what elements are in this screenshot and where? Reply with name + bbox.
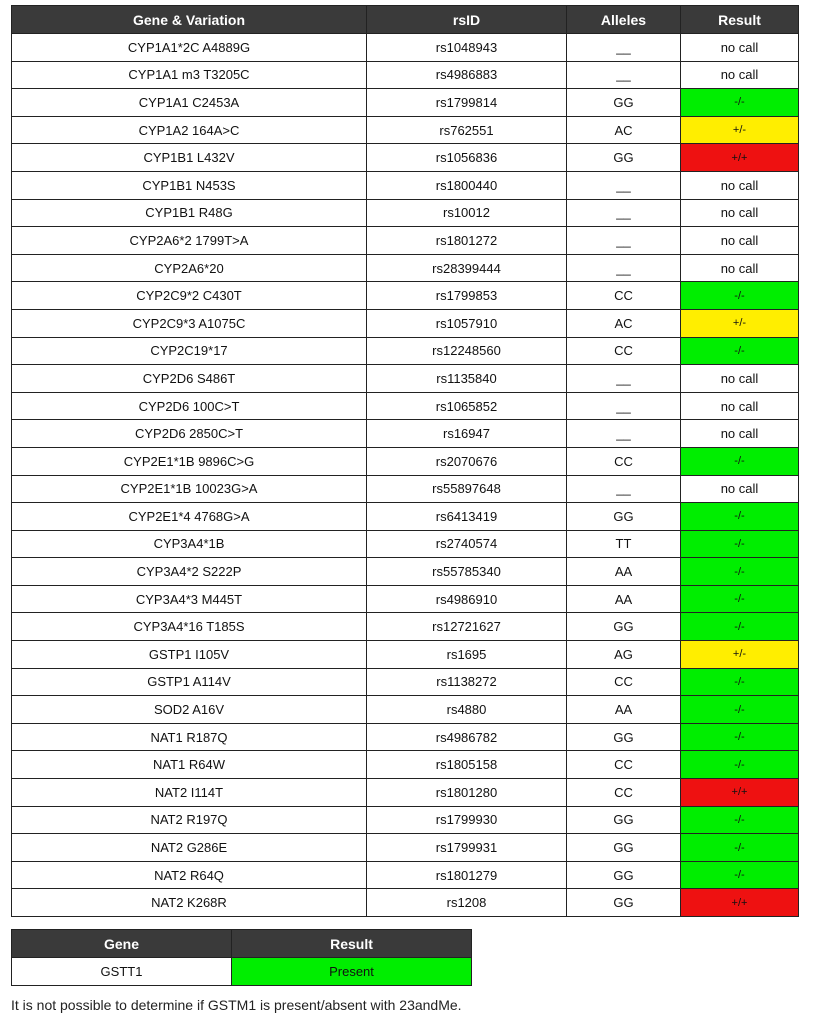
alleles-cell: __: [567, 254, 681, 282]
table-row: [12, 392, 799, 420]
result-cell: no call: [681, 227, 799, 255]
result-cell: +/-: [681, 641, 799, 669]
result-cell: no call: [681, 61, 799, 89]
table-row: [12, 889, 799, 917]
rsid-cell: rs1048943: [367, 34, 567, 62]
alleles-cell: __: [567, 34, 681, 62]
table-row: [12, 254, 799, 282]
table-row: [12, 337, 799, 365]
alleles-cell: GG: [567, 613, 681, 641]
result-cell: -/-: [681, 696, 799, 724]
gene-variation-cell: CYP3A4*1B: [12, 530, 367, 558]
gene-variation-cell: CYP1A1*2C A4889G: [12, 34, 367, 62]
result-cell: no call: [681, 475, 799, 503]
alleles-cell: __: [567, 420, 681, 448]
result-cell: -/-: [681, 503, 799, 531]
alleles-cell: __: [567, 171, 681, 199]
result-cell: -/-: [681, 585, 799, 613]
table-row: [12, 282, 799, 310]
alleles-cell: CC: [567, 447, 681, 475]
alleles-cell: __: [567, 392, 681, 420]
rsid-cell: rs1057910: [367, 309, 567, 337]
alleles-cell: __: [567, 365, 681, 393]
table-row: [12, 61, 799, 89]
rsid-cell: rs1801279: [367, 861, 567, 889]
table-row: [12, 723, 799, 751]
result-cell: -/-: [681, 723, 799, 751]
rsid-cell: rs1801272: [367, 227, 567, 255]
result-cell: +/+: [681, 779, 799, 807]
rsid-cell: rs1208: [367, 889, 567, 917]
result-cell: -/-: [681, 834, 799, 862]
result-cell: -/-: [681, 613, 799, 641]
result-cell: -/-: [681, 558, 799, 586]
result-cell: +/+: [681, 889, 799, 917]
gene-variation-cell: CYP2D6 2850C>T: [12, 420, 367, 448]
rsid-cell: rs1805158: [367, 751, 567, 779]
table-row: [12, 779, 799, 807]
table-row: [12, 144, 799, 172]
table-row: [12, 668, 799, 696]
gene-variation-cell: CYP3A4*3 M445T: [12, 585, 367, 613]
rsid-cell: rs55785340: [367, 558, 567, 586]
alleles-cell: CC: [567, 668, 681, 696]
header-gene-result: Result: [232, 930, 472, 958]
rsid-cell: rs6413419: [367, 503, 567, 531]
gene-variation-cell: CYP2C9*3 A1075C: [12, 309, 367, 337]
table-row: [12, 834, 799, 862]
gene-result-cell: Present: [232, 958, 472, 986]
result-cell: no call: [681, 171, 799, 199]
alleles-cell: GG: [567, 144, 681, 172]
rsid-cell: rs762551: [367, 116, 567, 144]
gene-variation-cell: CYP2E1*4 4768G>A: [12, 503, 367, 531]
header-rsid: rsID: [367, 6, 567, 34]
alleles-cell: CC: [567, 282, 681, 310]
rsid-cell: rs1799930: [367, 806, 567, 834]
table-row: [12, 34, 799, 62]
result-cell: -/-: [681, 806, 799, 834]
rsid-cell: rs1065852: [367, 392, 567, 420]
alleles-cell: AC: [567, 309, 681, 337]
alleles-cell: __: [567, 199, 681, 227]
table-header-row: [12, 6, 799, 34]
result-cell: -/-: [681, 861, 799, 889]
alleles-cell: CC: [567, 337, 681, 365]
alleles-cell: GG: [567, 503, 681, 531]
table-row: [12, 530, 799, 558]
alleles-cell: CC: [567, 779, 681, 807]
genotype-table-body: [12, 34, 799, 917]
header-alleles: Alleles: [567, 6, 681, 34]
alleles-cell: AA: [567, 696, 681, 724]
gene-variation-cell: CYP2D6 S486T: [12, 365, 367, 393]
result-cell: +/+: [681, 144, 799, 172]
rsid-cell: rs4986910: [367, 585, 567, 613]
table-row: [12, 696, 799, 724]
alleles-cell: TT: [567, 530, 681, 558]
gene-variation-cell: CYP2E1*1B 10023G>A: [12, 475, 367, 503]
gene-variation-cell: CYP3A4*16 T185S: [12, 613, 367, 641]
table-row: [12, 309, 799, 337]
gene-presence-table: [11, 929, 472, 986]
rsid-cell: rs12248560: [367, 337, 567, 365]
table-row: [12, 116, 799, 144]
gene-variation-cell: CYP2C9*2 C430T: [12, 282, 367, 310]
gene-variation-cell: NAT1 R187Q: [12, 723, 367, 751]
gene-variation-cell: CYP1B1 L432V: [12, 144, 367, 172]
alleles-cell: GG: [567, 723, 681, 751]
table-row: [12, 475, 799, 503]
result-cell: +/-: [681, 309, 799, 337]
alleles-cell: AA: [567, 558, 681, 586]
gene-variation-cell: NAT2 R197Q: [12, 806, 367, 834]
rsid-cell: rs12721627: [367, 613, 567, 641]
rsid-cell: rs2740574: [367, 530, 567, 558]
rsid-cell: rs1801280: [367, 779, 567, 807]
rsid-cell: rs2070676: [367, 447, 567, 475]
alleles-cell: __: [567, 475, 681, 503]
alleles-cell: GG: [567, 89, 681, 117]
gene-variation-cell: SOD2 A16V: [12, 696, 367, 724]
gene-variation-cell: NAT1 R64W: [12, 751, 367, 779]
gene-variation-cell: GSTP1 I105V: [12, 641, 367, 669]
gene-variation-cell: CYP1B1 R48G: [12, 199, 367, 227]
gene-variation-cell: CYP2A6*2 1799T>A: [12, 227, 367, 255]
gene-variation-cell: CYP1A1 m3 T3205C: [12, 61, 367, 89]
rsid-cell: rs4880: [367, 696, 567, 724]
table-row: [12, 365, 799, 393]
gene-variation-cell: CYP2D6 100C>T: [12, 392, 367, 420]
result-cell: -/-: [681, 447, 799, 475]
rsid-cell: rs1799853: [367, 282, 567, 310]
result-cell: no call: [681, 365, 799, 393]
table-row: [12, 861, 799, 889]
table-row: [12, 199, 799, 227]
gene-table-header-row: [12, 930, 472, 958]
table-row: [12, 806, 799, 834]
result-cell: no call: [681, 420, 799, 448]
gene-variation-cell: CYP2A6*20: [12, 254, 367, 282]
result-cell: -/-: [681, 89, 799, 117]
gene-variation-cell: CYP1A2 164A>C: [12, 116, 367, 144]
gene-variation-cell: NAT2 R64Q: [12, 861, 367, 889]
result-cell: no call: [681, 34, 799, 62]
alleles-cell: GG: [567, 806, 681, 834]
alleles-cell: AA: [567, 585, 681, 613]
result-cell: -/-: [681, 530, 799, 558]
gene-variation-cell: CYP1A1 C2453A: [12, 89, 367, 117]
table-row: [12, 420, 799, 448]
table-row: [12, 613, 799, 641]
table-row: [12, 89, 799, 117]
result-cell: -/-: [681, 668, 799, 696]
rsid-cell: rs1800440: [367, 171, 567, 199]
gene-variation-cell: NAT2 K268R: [12, 889, 367, 917]
table-row: [12, 958, 472, 986]
alleles-cell: GG: [567, 861, 681, 889]
gene-variation-cell: GSTP1 A114V: [12, 668, 367, 696]
rsid-cell: rs16947: [367, 420, 567, 448]
gene-table-body: [12, 958, 472, 986]
rsid-cell: rs1799931: [367, 834, 567, 862]
gstm1-note: It is not possible to determine if GSTM1 is present/absent with 23andMe.: [11, 997, 462, 1013]
alleles-cell: AG: [567, 641, 681, 669]
alleles-cell: CC: [567, 751, 681, 779]
table-row: [12, 558, 799, 586]
rsid-cell: rs1799814: [367, 89, 567, 117]
table-row: [12, 227, 799, 255]
rsid-cell: rs1056836: [367, 144, 567, 172]
rsid-cell: rs1135840: [367, 365, 567, 393]
alleles-cell: __: [567, 61, 681, 89]
table-row: [12, 641, 799, 669]
alleles-cell: __: [567, 227, 681, 255]
result-cell: no call: [681, 254, 799, 282]
gene-variation-cell: CYP2C19*17: [12, 337, 367, 365]
header-result: Result: [681, 6, 799, 34]
gene-variation-cell: NAT2 I114T: [12, 779, 367, 807]
table-row: [12, 585, 799, 613]
gene-variation-cell: CYP1B1 N453S: [12, 171, 367, 199]
rsid-cell: rs1138272: [367, 668, 567, 696]
rsid-cell: rs10012: [367, 199, 567, 227]
header-gene: Gene: [12, 930, 232, 958]
gene-variation-cell: CYP3A4*2 S222P: [12, 558, 367, 586]
gene-variation-cell: NAT2 G286E: [12, 834, 367, 862]
result-cell: -/-: [681, 751, 799, 779]
result-cell: +/-: [681, 116, 799, 144]
table-row: [12, 447, 799, 475]
gene-variation-cell: CYP2E1*1B 9896C>G: [12, 447, 367, 475]
table-row: [12, 171, 799, 199]
rsid-cell: rs4986782: [367, 723, 567, 751]
rsid-cell: rs55897648: [367, 475, 567, 503]
table-row: [12, 751, 799, 779]
result-cell: no call: [681, 392, 799, 420]
genotype-table: [11, 5, 799, 917]
rsid-cell: rs1695: [367, 641, 567, 669]
header-gene-variation: Gene & Variation: [12, 6, 367, 34]
result-cell: no call: [681, 199, 799, 227]
rsid-cell: rs4986883: [367, 61, 567, 89]
table-row: [12, 503, 799, 531]
gene-cell: GSTT1: [12, 958, 232, 986]
alleles-cell: GG: [567, 834, 681, 862]
rsid-cell: rs28399444: [367, 254, 567, 282]
alleles-cell: GG: [567, 889, 681, 917]
result-cell: -/-: [681, 337, 799, 365]
alleles-cell: AC: [567, 116, 681, 144]
result-cell: -/-: [681, 282, 799, 310]
